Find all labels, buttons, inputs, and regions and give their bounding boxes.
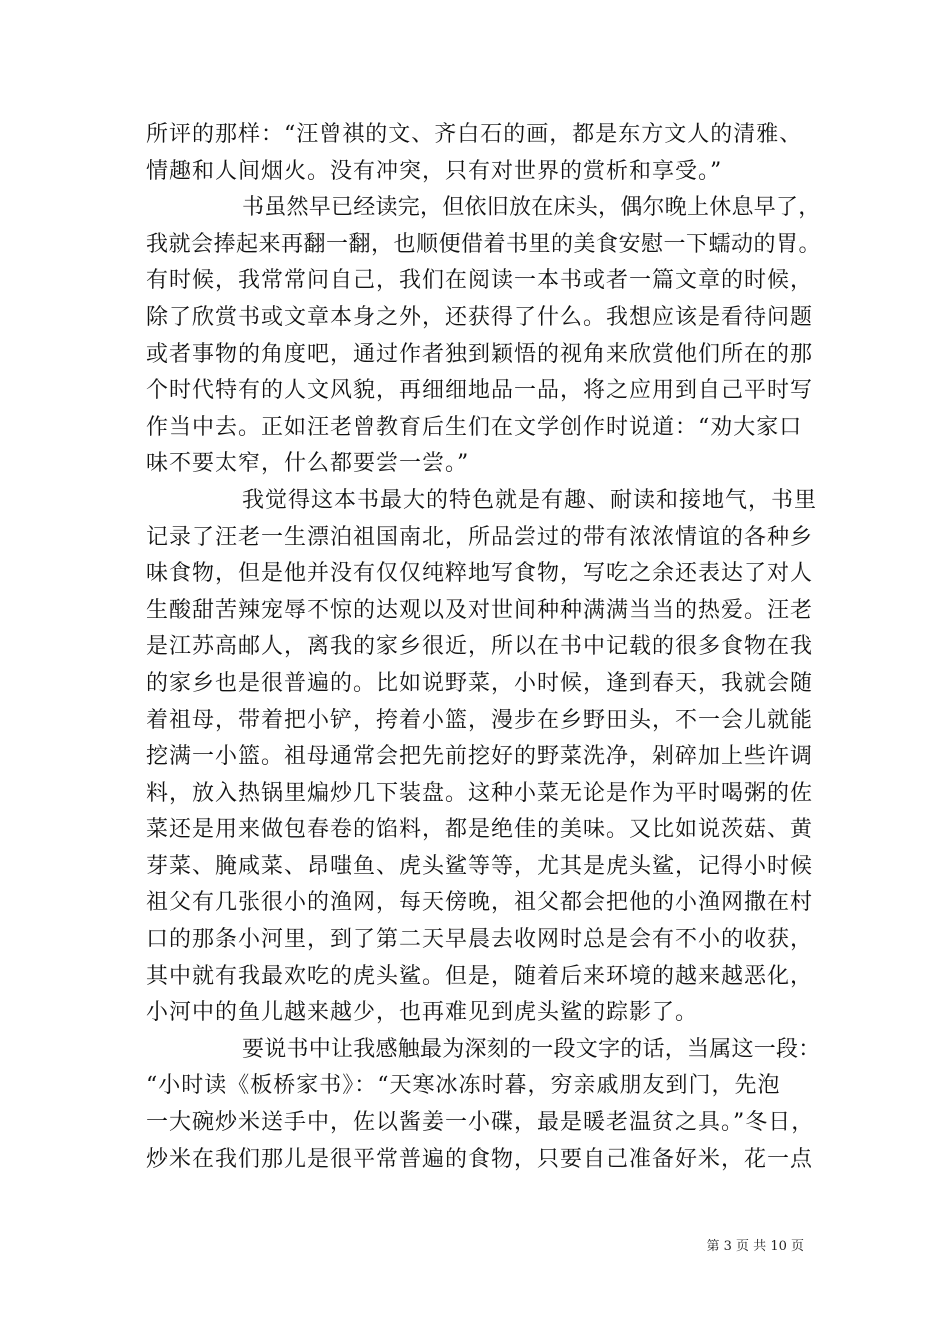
text-line: 的家乡也是很普遍的。比如说野菜，小时候，逢到春天，我就会随	[146, 670, 814, 696]
text-line: “小时读《板桥家书》：“天寒冰冻时暮，穷亲戚朋友到门，先泡	[146, 1073, 781, 1099]
text-line: 个时代特有的人文风貌，再细细地品一品，将之应用到自己平时写	[146, 378, 814, 404]
text-line: 味不要太窄，什么都要尝一尝。”	[146, 451, 470, 477]
text-line: 记录了汪老一生漂泊祖国南北，所品尝过的带有浓浓情谊的各种乡	[146, 524, 814, 550]
text-line: 有时候，我常常问自己，我们在阅读一本书或者一篇文章的时候，	[146, 268, 814, 294]
text-line: 小河中的鱼儿越来越少，也再难见到虎头鲨的踪影了。	[146, 1000, 699, 1026]
text-line: 要说书中让我感触最为深刻的一段文字的话，当属这一段：	[242, 1036, 821, 1062]
text-line: 情趣和人间烟火。没有冲突，只有对世界的赏析和享受。”	[146, 158, 723, 184]
text-line: 作当中去。正如汪老曾教育后生们在文学创作时说道：“劝大家口	[146, 414, 803, 440]
text-line: 着祖母，带着把小铲，挎着小篮，漫步在乡野田头，不一会儿就能	[146, 707, 814, 733]
text-line: 味食物，但是他并没有仅仅纯粹地写食物，写吃之余还表达了对人	[146, 561, 814, 587]
text-line: 是江苏高邮人，离我的家乡很近，所以在书中记载的很多食物在我	[146, 634, 814, 660]
text-line: 生酸甜苦辣宠辱不惊的达观以及对世间种种满满当当的热爱。汪老	[146, 597, 814, 623]
text-line: 炒米在我们那儿是很平常普遍的食物，只要自己准备好米，花一点	[146, 1146, 814, 1172]
text-line: 口的那条小河里，到了第二天早晨去收网时总是会有不小的收获，	[146, 927, 814, 953]
text-line: 其中就有我最欢吃的虎头鲨。但是，随着后来环境的越来越恶化，	[146, 963, 814, 989]
text-line: 或者事物的角度吧，通过作者独到颖悟的视角来欣赏他们所在的那	[146, 341, 814, 367]
text-line: 料，放入热锅里煸炒几下装盘。这种小菜无论是作为平时喝粥的佐	[146, 780, 814, 806]
text-line: 挖满一小篮。祖母通常会把先前挖好的野菜洗净，剁碎加上些许调	[146, 744, 814, 770]
text-line: 除了欣赏书或文章本身之外，还获得了什么。我想应该是看待问题	[146, 304, 814, 330]
text-line: 芽菜、腌咸菜、昂嗤鱼、虎头鲨等等，尤其是虎头鲨，记得小时候	[146, 853, 814, 879]
page-number: 第 3 页 共 10 页	[706, 1239, 804, 1254]
text-line: 所评的那样：“汪曾祺的文、齐白石的画，都是东方文人的清雅、	[146, 122, 803, 147]
body-text	[146, 117, 826, 1178]
text-line: 我就会捧起来再翻一翻，也顺便借着书里的美食安慰一下蠕动的胃。	[146, 231, 822, 257]
text-line: 书虽然早已经读完，但依旧放在床头，偶尔晚上休息早了，	[242, 195, 821, 221]
text-line: 祖父有几张很小的渔网，每天傍晚，祖父都会把他的小渔网撒在村	[146, 890, 814, 916]
text-line: 菜还是用来做包春卷的馅料，都是绝佳的美味。又比如说茨菇、黄	[146, 817, 814, 843]
text-line: 一大碗炒米送手中，佐以酱姜一小碟，最是暖老温贫之具。”冬日，	[146, 1110, 815, 1136]
text-line: 我觉得这本书最大的特色就是有趣、耐读和接地气，书里	[242, 487, 818, 513]
